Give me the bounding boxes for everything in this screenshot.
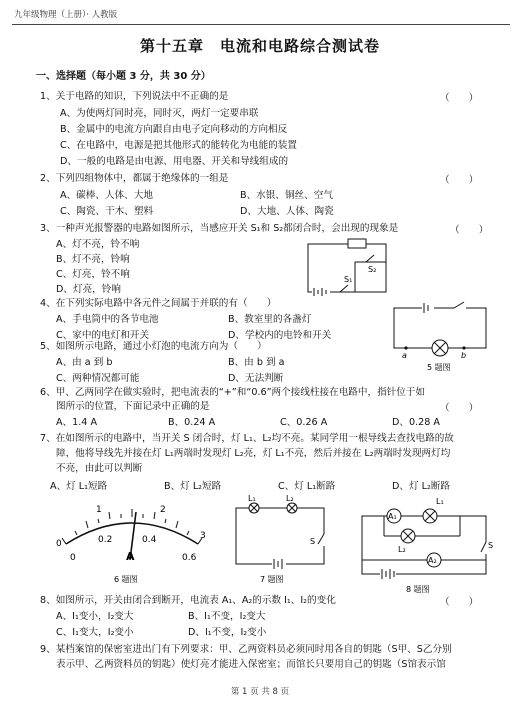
q5-point-b: b	[461, 351, 467, 360]
q4-option-a: A、手电筒中的各节电池	[56, 314, 159, 325]
q7-option-d: D、灯 L₂断路	[392, 481, 451, 492]
q6-option-b: B、0.24 A	[168, 417, 216, 428]
q8-option-c: C、I₁变大，I₂变小	[56, 627, 134, 638]
q3-answer-paren: （ ）	[450, 225, 489, 236]
q3-circuit-figure	[300, 238, 400, 300]
q5-stem: 5、如图所示电路，通过小灯泡的电流方向为（ ）	[40, 341, 267, 352]
ammeter-tick-1: 1	[96, 505, 102, 515]
q7-stem: 7、在如图所示的电路中，当开关 S 闭合时，灯 L₁、L₂均不亮。某同学用一根导线去查找电路的故	[40, 433, 454, 444]
q6-option-a: A、1.4 A	[56, 417, 98, 428]
fig8-l1-label: L₁	[436, 497, 444, 506]
q8-option-d: D、I₁不变，I₂变小	[188, 627, 267, 638]
q5-point-a: a	[402, 351, 407, 360]
ammeter-unit: A	[126, 550, 135, 563]
q5-option-b: B、由 b 到 a	[228, 357, 285, 368]
q5-circuit-figure	[384, 300, 496, 374]
ammeter-tick-3: 3	[200, 531, 206, 541]
ammeter-tick-2: 2	[160, 505, 166, 515]
q5-option-a: A、由 a 到 b	[56, 357, 113, 368]
q6-option-d: D、0.28 A	[392, 417, 440, 428]
q6-stem: 6、甲、乙两同学在做实验时，把电流表的“+”和“0.6”两个接线柱接在电路中，指针位于如	[40, 387, 426, 398]
q1-option-b: B、金属中的电流方向跟自由电子定向移动的方向相反	[60, 124, 288, 135]
q3-option-a: A、灯不亮，铃不响	[56, 239, 140, 250]
q2-option-b: B、水银、铜丝、空气	[240, 190, 333, 201]
q7-stem-cont2: 不亮，由此可以判断	[56, 463, 143, 474]
fig7-switch-label: S	[310, 537, 316, 546]
fig8-switch-label: S	[488, 541, 494, 550]
q4-option-d: D、学校内的电铃和开关	[228, 330, 332, 341]
page-header: 九年级物理（上册）· 人教版	[14, 10, 118, 20]
fig7-l2-label: L₂	[286, 494, 294, 503]
ammeter-tick-0.6: 0.6	[182, 553, 197, 563]
q3-s2-label: S₂	[368, 265, 377, 274]
q4-option-b: B、教室里的各盏灯	[228, 314, 312, 325]
q3-stem: 3、一种声光报警器的电路如图所示，当感应开关 S₁和 S₂都闭合时，会出现的现象是	[40, 223, 399, 234]
fig6-caption: 6 题图	[114, 575, 138, 584]
q3-s1-label: S₁	[344, 275, 353, 284]
ammeter-tick-0.2: 0.2	[98, 535, 113, 545]
q3-option-c: C、灯亮，铃不响	[56, 269, 130, 280]
q7-option-c: C、灯 L₁断路	[278, 481, 336, 492]
q6-option-c: C、0.26 A	[280, 417, 328, 428]
fig8-a1-label: A₁	[388, 512, 397, 521]
fig8-circuit	[350, 492, 500, 596]
q6-stem-cont: 图所示的位置，下面记录中正确的是	[56, 401, 210, 412]
q4-stem: 4、在下列实际电路中各元件之间属于并联的有（ ）	[40, 298, 277, 309]
ammeter-tick-0.4: 0.4	[142, 535, 157, 545]
fig8-l2-label: L₂	[398, 545, 406, 554]
fig8-caption: 8 题图	[406, 585, 430, 594]
fig8-a2-label: A₂	[428, 556, 437, 565]
ammeter-tick-0: 0	[56, 539, 62, 549]
q9-line-1: 9、某档案馆的保密室进出门有下列要求：甲、乙两资料员必须同时用各自的钥匙（S甲、S乙分别	[40, 644, 452, 655]
q8-stem: 8、如图所示，开关由闭合到断开，电流表 A₁、A₂的示数 I₁、I₂的变化	[40, 595, 336, 606]
fig7-caption: 7 题图	[260, 575, 284, 584]
fig7-circuit	[226, 494, 336, 586]
header-rule	[12, 24, 510, 25]
q2-answer-paren: （ ）	[440, 175, 479, 186]
q7-option-a: A、灯 L₁短路	[50, 481, 108, 492]
q5-figure-caption: 5 题图	[427, 363, 451, 372]
q1-stem: 1、关于电路的知识，下列说法中不正确的是	[40, 91, 229, 102]
q8-option-a: A、I₁变小，I₂变大	[56, 611, 134, 622]
q2-option-c: C、陶瓷、干木、塑料	[60, 206, 154, 217]
q2-stem: 2、下列四组物体中，都属于绝缘体的一组是	[40, 173, 229, 184]
fig7-l1-label: L₁	[248, 494, 256, 503]
q4-option-c: C、家中的电灯和开关	[56, 330, 150, 341]
q9-line-2: 表示甲、乙两资料员的钥匙）使灯亮才能进入保密室；而馆长只要用自己的钥匙（S馆表示馆	[56, 659, 446, 670]
q3-option-b: B、灯不亮，铃响	[56, 254, 130, 265]
q2-option-a: A、碳棒、人体、大地	[60, 190, 153, 201]
q2-option-d: D、大地、人体、陶瓷	[240, 206, 334, 217]
q8-answer-paren: （ ）	[440, 597, 479, 608]
q6-answer-paren: （ ）	[440, 403, 479, 414]
q1-option-d: D、一般的电路是由电源、用电器、开关和导线组成的	[60, 156, 289, 167]
q7-option-b: B、灯 L₂短路	[164, 481, 222, 492]
q1-option-c: C、在电路中，电源是把其他形式的能转化为电能的装置	[60, 140, 297, 151]
q5-option-d: D、无法判断	[228, 373, 284, 384]
q8-option-b: B、I₁不变，I₂变大	[188, 611, 266, 622]
q1-answer-paren: （ ）	[440, 93, 479, 104]
ammeter-dial-figure	[52, 498, 212, 586]
page-footer: 第 1 页 共 8 页	[230, 687, 290, 697]
q5-option-c: C、两种情况都可能	[56, 373, 140, 384]
section-heading: 一、选择题（每小题 3 分，共 30 分）	[36, 71, 211, 82]
q1-option-a: A、为使两灯同时亮，同时灭，两灯一定要串联	[60, 108, 259, 119]
page-title: 第十五章 电流和电路综合测试卷	[139, 37, 380, 55]
ammeter-tick-0-small: 0	[70, 553, 76, 563]
q3-option-d: D、灯亮，铃响	[56, 284, 121, 295]
q7-stem-cont: 障，他将导线先并接在灯 L₁两端时发现灯 L₂亮，灯 L₁不亮，然后并接在 L₂两端时发现两灯均	[56, 448, 451, 459]
